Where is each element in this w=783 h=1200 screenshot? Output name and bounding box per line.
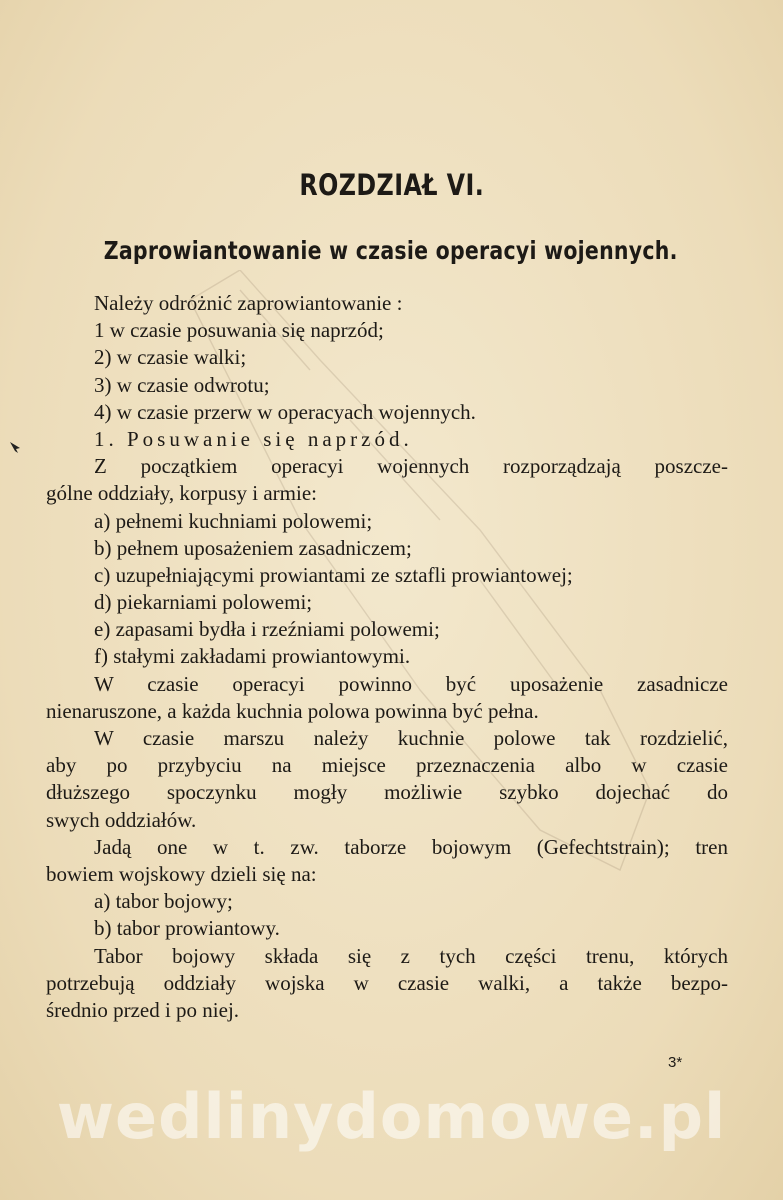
text-line: W czasie operacyi powinno być uposażenie zasadnicze: [94, 671, 728, 696]
chapter-title: ROZDZIAŁ VI.: [299, 168, 485, 202]
text-line: f) stałymi zakładami prowiantowymi.: [94, 644, 411, 669]
text-line: potrzebują oddziały wojska w czasie walki, a także bezpo-: [46, 970, 728, 995]
text-line: a) tabor bojowy;: [94, 889, 233, 914]
section-title: Zaprowiantowanie w czasie operacyi wojennych.: [103, 236, 678, 265]
text-line: 4) w czasie przerw w operacyach wojennych.: [94, 399, 476, 424]
body-text: [46, 290, 728, 1024]
text-line: Z początkiem operacyi wojennych rozporządzają poszcze-: [94, 454, 728, 479]
text-line: 2) w czasie walki;: [94, 345, 247, 370]
text-line: aby po przybyciu na miejsce przeznaczenia albo w czasie: [46, 753, 728, 778]
text-line: c) uzupełniającymi prowiantami ze sztafli prowiantowej;: [94, 562, 573, 587]
text-line: gólne oddziały, korpusy i armie:: [46, 481, 317, 506]
text-line: średnio przed i po niej.: [46, 997, 240, 1022]
margin-mark: [8, 440, 22, 454]
text-line: e) zapasami bydła i rzeźniami polowemi;: [94, 617, 440, 642]
text-line: 1 w czasie posuwania się naprzód;: [94, 318, 384, 343]
text-line: 3) w czasie odwrotu;: [94, 372, 270, 397]
text-line: a) pełnemi kuchniami polowemi;: [94, 508, 373, 533]
text-line: bowiem wojskowy dzieli się na:: [46, 861, 317, 886]
text-line: Tabor bojowy składa się z tych części trenu, których: [94, 943, 728, 968]
watermark: wedlinydomowe.pl: [56, 1080, 727, 1153]
text-line: b) pełnem uposażeniem zasadniczem;: [94, 535, 412, 560]
text-line: Należy odróżnić zaprowiantowanie :: [94, 291, 403, 315]
text-line: nienaruszone, a każda kuchnia polowa powinna być pełna.: [46, 698, 539, 723]
text-line: d) piekarniami polowemi;: [94, 590, 313, 615]
page-number: 3*: [668, 1054, 683, 1071]
text-line: 1. Posuwanie się naprzód.: [94, 426, 413, 451]
text-line: Jadą one w t. zw. taborze bojowym (Gefechtstrain); tren: [94, 834, 728, 859]
text-line: b) tabor prowiantowy.: [94, 916, 280, 941]
text-line: swych oddziałów.: [46, 807, 197, 832]
text-line: W czasie marszu należy kuchnie polowe tak rozdzielić,: [94, 726, 728, 750]
text-line: dłuższego spoczynku mogły możliwie szybko dojechać do: [46, 780, 728, 805]
